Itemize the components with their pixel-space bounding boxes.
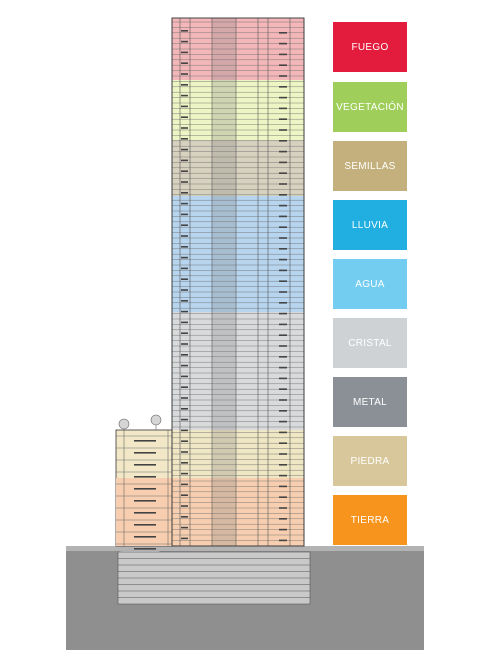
room-tag-right: [279, 75, 287, 77]
room-tag-right: [279, 140, 287, 142]
podium-room-tag: [134, 548, 156, 550]
room-tag-right: [279, 118, 287, 120]
zone-vegetacion: [172, 80, 304, 140]
room-tag-right: [279, 464, 287, 466]
room-tag-right: [279, 442, 287, 444]
legend-metal-label: METAL: [352, 396, 388, 408]
tree-canopy: [119, 419, 129, 429]
room-tag-right: [279, 248, 287, 250]
legend-tierra-label: TIERRA: [350, 514, 390, 526]
room-tag-right: [279, 205, 287, 207]
room-tag-left: [181, 52, 188, 54]
room-tag-right: [279, 356, 287, 358]
room-tag-left: [181, 440, 188, 442]
legend-tierra: [333, 495, 407, 545]
room-tag-left: [181, 268, 188, 270]
room-tag-right: [279, 367, 287, 369]
podium-room-tag: [134, 536, 156, 538]
room-tag-right: [279, 54, 287, 56]
room-tag-left: [181, 192, 188, 194]
room-tag-left: [181, 516, 188, 518]
podium-room-tag: [134, 452, 156, 454]
room-tag-left: [181, 149, 188, 151]
podium-room-tag: [134, 476, 156, 478]
room-tag-left: [181, 289, 188, 291]
room-tag-right: [279, 432, 287, 434]
room-tag-left: [181, 527, 188, 529]
room-tag-right: [279, 291, 287, 293]
room-tag-left: [181, 106, 188, 108]
legend-vegetacion: [333, 82, 407, 132]
room-tag-left: [181, 203, 188, 205]
room-tag-right: [279, 226, 287, 228]
room-tag-right: [279, 378, 287, 380]
room-tag-left: [181, 494, 188, 496]
room-tag-right: [279, 421, 287, 423]
room-tag-left: [181, 41, 188, 43]
room-tag-left: [181, 116, 188, 118]
room-tag-left: [181, 257, 188, 259]
room-tag-right: [279, 345, 287, 347]
legend-lluvia: [333, 200, 407, 250]
room-tag-left: [181, 181, 188, 183]
room-tag-right: [279, 172, 287, 174]
room-tag-left: [181, 170, 188, 172]
legend-piedra-label: PIEDRA: [350, 455, 390, 467]
room-tag-right: [279, 324, 287, 326]
room-tag-right: [279, 183, 287, 185]
room-tag-right: [279, 453, 287, 455]
room-tag-left: [181, 235, 188, 237]
room-tag-left: [181, 127, 188, 129]
legend-piedra: [333, 436, 407, 486]
legend-agua-label: AGUA: [355, 278, 385, 290]
room-tag-right: [279, 540, 287, 542]
basement-levels: [118, 546, 310, 604]
legend-cristal: [333, 318, 407, 368]
room-tag-right: [279, 529, 287, 531]
room-tag-left: [181, 322, 188, 324]
room-tag-right: [279, 259, 287, 261]
room-tag-right: [279, 86, 287, 88]
zone-tierra: [172, 478, 304, 546]
room-tag-right: [279, 43, 287, 45]
room-tag-left: [181, 419, 188, 421]
legend-agua: [333, 259, 407, 309]
ground-surface: [66, 546, 424, 551]
tree-canopy: [151, 415, 161, 425]
room-tag-left: [181, 246, 188, 248]
room-tag-left: [181, 84, 188, 86]
room-tag-right: [279, 410, 287, 412]
legend-lluvia-label: LLUVIA: [351, 219, 389, 231]
room-tag-right: [279, 518, 287, 520]
podium-room-tag: [134, 524, 156, 526]
room-tag-left: [181, 30, 188, 32]
podium-room-tag: [134, 488, 156, 490]
room-tag-left: [181, 332, 188, 334]
room-tag-right: [279, 32, 287, 34]
tower-core: [212, 18, 236, 546]
legend-cristal-label: CRISTAL: [348, 337, 392, 349]
room-tag-right: [279, 97, 287, 99]
room-tag-left: [181, 224, 188, 226]
room-tag-right: [279, 388, 287, 390]
room-tag-right: [279, 194, 287, 196]
tower-block: [172, 18, 304, 546]
room-tag-right: [279, 475, 287, 477]
room-tag-left: [181, 505, 188, 507]
room-tag-right: [279, 280, 287, 282]
room-tag-right: [279, 507, 287, 509]
room-tag-left: [181, 397, 188, 399]
room-tag-right: [279, 64, 287, 66]
room-tag-right: [279, 237, 287, 239]
room-tag-left: [181, 160, 188, 162]
podium-roof-trees: [119, 415, 161, 430]
room-tag-left: [181, 408, 188, 410]
legend-metal: [333, 377, 407, 427]
room-tag-left: [181, 473, 188, 475]
room-tag-right: [279, 399, 287, 401]
room-tag-left: [181, 138, 188, 140]
podium-room-tag: [134, 464, 156, 466]
room-tag-right: [279, 496, 287, 498]
podium-room-tag: [134, 512, 156, 514]
room-tag-left: [181, 365, 188, 367]
legend-semillas-label: SEMILLAS: [344, 160, 396, 172]
room-tag-left: [181, 300, 188, 302]
legend-fuego: [333, 22, 407, 72]
room-tag-right: [279, 216, 287, 218]
room-tag-right: [279, 334, 287, 336]
room-tag-right: [279, 313, 287, 315]
room-tag-right: [279, 302, 287, 304]
room-tag-left: [181, 95, 188, 97]
room-tag-left: [181, 484, 188, 486]
room-tag-left: [181, 278, 188, 280]
room-tag-left: [181, 386, 188, 388]
room-tag-left: [181, 343, 188, 345]
room-tag-right: [279, 108, 287, 110]
room-tag-left: [181, 376, 188, 378]
room-tag-left: [181, 538, 188, 540]
room-tag-left: [181, 62, 188, 64]
room-tag-left: [181, 214, 188, 216]
podium-room-tag: [134, 500, 156, 502]
podium-room-tag: [134, 440, 156, 442]
room-tag-right: [279, 129, 287, 131]
room-tag-right: [279, 151, 287, 153]
legend-fuego-label: FUEGO: [351, 41, 389, 53]
legend-vegetacion-label: VEGETACIÓN: [336, 101, 404, 113]
room-tag-left: [181, 354, 188, 356]
room-tag-left: [181, 430, 188, 432]
room-tag-left: [181, 73, 188, 75]
legend-semillas: [333, 141, 407, 191]
room-tag-right: [279, 270, 287, 272]
room-tag-left: [181, 462, 188, 464]
room-tag-right: [279, 162, 287, 164]
room-tag-left: [181, 451, 188, 453]
room-tag-right: [279, 486, 287, 488]
room-tag-left: [181, 311, 188, 313]
